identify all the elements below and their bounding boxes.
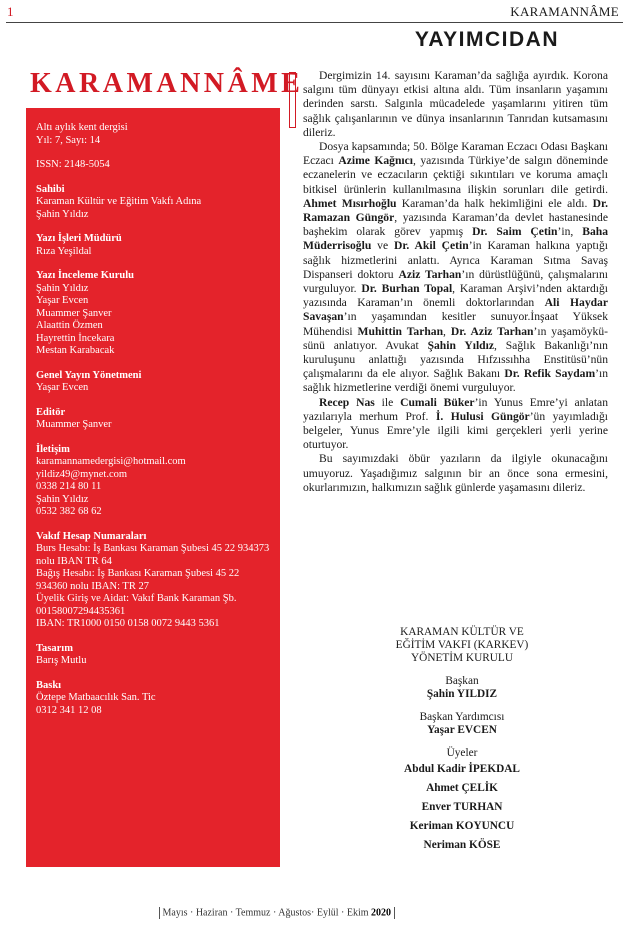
article-paragraph [303, 140, 608, 396]
board-title [322, 626, 602, 665]
masthead-block-line: Şahin Yıldız [36, 208, 89, 220]
masthead-block-line: Muammer Şanver [36, 419, 112, 430]
person-name: Ali Haydar Savaşan [303, 296, 609, 324]
article-paragraph [303, 452, 608, 495]
article-text: , Sağlık Bakanlığı’nın kuruluşunu anlattığı yazısında Hıfzıssıhha Enstitüsü’nün çalışmalarını da ele alıyor. Sağlık Bakanı [303, 338, 608, 381]
masthead-block-line: IBAN: TR1000 0150 0158 0072 9443 5361 [36, 618, 220, 629]
board-title-line: KARAMAN KÜLTÜR VE [400, 626, 524, 638]
masthead-block-line: Hayrettin İncekara [36, 332, 115, 344]
masthead-block [36, 643, 270, 668]
masthead-subtitle: Altı aylık kent dergisi [36, 122, 128, 133]
vice-role: Başkan Yardımcısı [419, 711, 505, 723]
member-name: Abdul Kadir İPEKDAL [404, 763, 520, 775]
masthead-block [36, 407, 270, 432]
article-text: , [443, 324, 451, 338]
masthead-block-line: Şahin Yıldız [36, 282, 89, 294]
masthead-block-line: yildiz49@mynet.com [36, 468, 128, 480]
article-text: ’ın yaşamöyküsünü anlatıyor. Avukat [303, 324, 608, 352]
footer-year: 2020 [371, 907, 392, 919]
footer-months: Mayıs · Haziran · Temmuz · Ağustos· Eylül · Ekim [162, 907, 369, 919]
masthead-block-line: Öztepe Matbaacılık San. Tic [36, 692, 156, 703]
person-name: Aziz Tarhan [398, 267, 462, 281]
page-number: 1 [7, 4, 14, 19]
article-text: ve [371, 239, 394, 253]
article-text: Bu sayımızdaki öbür yazıların da ilgiyle okunacağını umuyoruz. Yaşadığımız salgının bir an önce sona ermesini, okurlarımızın, halkımızın sağlık günlerde yaşamasını dileriz. [303, 452, 608, 494]
footer-separator [394, 907, 395, 919]
person-name: Recep Nas [319, 395, 375, 409]
article-text: , Karaman Arşivi’nden aktardığı yazısında Karaman’ın önemli doktorlarından [303, 282, 609, 310]
masthead-block-line: karamannamedergisi@hotmail.com [36, 456, 186, 467]
article-text: ’ün yayımladığı belgeler, Yunus Emre’yle ilgili kimi gerçekleri yerli yerine oturtuyor. [303, 409, 608, 452]
person-name: Azime Kağnıcı [338, 154, 413, 168]
masthead-block [36, 370, 270, 395]
masthead-block-line: Karaman Kültür ve Eğitim Vakfı Adına [36, 196, 202, 207]
article-text: Dosya kapsamında; 50. Bölge Karaman Eczacı Odası Başkanı Eczacı [303, 140, 608, 168]
article-paragraph [303, 396, 608, 453]
masthead-title: KARAMANNÂME [30, 68, 304, 99]
masthead-block-heading: Genel Yayın Yönetmeni [36, 369, 142, 381]
president-role: Başkan [445, 675, 479, 687]
article-text: ’ın dürüstlüğünü, çalışmalarını vurguluyor. [303, 267, 609, 296]
president-name: Şahin YILDIZ [426, 688, 498, 700]
masthead-block-line: Rıza Yeşildal [36, 245, 92, 257]
person-name: Baha Müderrisoğlu [303, 225, 608, 253]
article-text: Karaman’da halk hekimliğini ele aldı. [396, 196, 593, 210]
masthead-block-line: Barış Mutlu [36, 655, 87, 666]
masthead-block [36, 233, 270, 258]
masthead-block-line: Yaşar Evcen [36, 295, 89, 306]
masthead-block-line: Üyelik Giriş ve Aidat: Vakıf Bank Karaman Şb. 00158007294435361 [36, 593, 237, 617]
person-name: Dr. Aziz Tarhan [450, 324, 534, 338]
masthead-block [36, 444, 270, 519]
masthead-block-line: Bağış Hesabı: İş Bankası Karaman Şubesi 45 22 934360 nolu IBAN: TR 27 [36, 568, 240, 592]
article-text: , yazısında Karaman’da devlet hastanesinde başhekim olarak görev yapmış [303, 211, 608, 239]
masthead-issue: Yıl: 7, Sayı: 14 [36, 134, 101, 146]
article-text: ’in, [557, 225, 583, 239]
footer [159, 907, 395, 919]
article-text: , yazısında Türkiye’de salgın döneminde eczanelerin ve eczacıların çektiği sıkıntıları ve koruma amaçlı bitkisel ürünlerin kullanılmasına ilişkin sorunları dile getirdi. [303, 154, 608, 196]
masthead-block-heading: Tasarım [36, 642, 73, 654]
masthead-block-heading: Baskı [36, 679, 62, 691]
masthead-block-heading: Vakıf Hesap Numaraları [36, 530, 147, 542]
person-name: Dr. Refik Saydam [504, 367, 596, 381]
article-text: ’ın yaşamından kesitler sunuyor.İnşaat Yüksek Mühendisi [303, 310, 608, 338]
drop-bar-decoration [289, 72, 296, 128]
person-name: Dr. Akil Çetin [393, 239, 469, 253]
vice-name: Yaşar EVCEN [427, 724, 497, 736]
footer-separator [159, 907, 160, 919]
article-text: ’in Yunus Emre’yi anlatan yazılarıyla merhum Prof. [303, 395, 608, 423]
journal-name: KARAMANNÂME [510, 4, 619, 19]
masthead-block-heading: İletişim [36, 443, 70, 455]
article-text: ’in Karaman halkına yaptığı sağlık hizmetlerini anlattı. Ayrıca Karaman Sıtma Savaş Dispanseri doktoru [303, 239, 608, 281]
member-name: Enver TURHAN [421, 801, 503, 813]
person-name: Muhittin Tarhan [357, 324, 444, 338]
masthead-block-heading: Yazı İnceleme Kurulu [36, 270, 134, 281]
person-name: Cumali Büker [400, 395, 475, 409]
editorial-article [303, 69, 608, 495]
masthead-block [36, 184, 270, 222]
masthead-issn: ISSN: 2148-5054 [36, 159, 110, 170]
section-title: YAYIMCIDAN [414, 28, 559, 51]
person-name: İ. Hulusi Güngör [435, 409, 530, 423]
person-name: Dr. Saim Çetin [472, 225, 558, 239]
masthead-block-line: 0312 341 12 08 [36, 704, 102, 716]
masthead-block-heading: Yazı İşleri Müdürü [36, 233, 122, 244]
masthead-block-heading: Editör [36, 406, 66, 418]
masthead-block-line: Alaattin Özmen [36, 320, 103, 331]
masthead-block-heading: Sahibi [36, 183, 65, 195]
person-name: Dr. Ramazan Güngör [303, 196, 608, 225]
masthead-block [36, 680, 270, 718]
masthead-block-line: 0532 382 68 62 [36, 506, 102, 517]
person-name: Dr. Burhan Topal [361, 282, 453, 296]
masthead-block-line: 0338 214 80 11 [36, 481, 102, 492]
masthead-block [36, 531, 270, 631]
member-name: Neriman KÖSE [423, 839, 501, 851]
masthead-block-line: Şahin Yıldız [36, 493, 89, 505]
masthead-block-line: Yaşar Evcen [36, 382, 89, 393]
members-list [322, 760, 602, 855]
board-title-line: YÖNETİM KURULU [411, 652, 513, 664]
masthead-block-line: Burs Hesabı: İş Bankası Karaman Şubesi 45 22 934373 nolu IBAN TR 64 [36, 543, 270, 567]
masthead-box [26, 108, 280, 867]
board-title-line: EĞİTİM VAKFI (KARKEV) [395, 639, 529, 651]
member-name: Ahmet ÇELİK [426, 782, 498, 794]
masthead-blocks [36, 184, 270, 718]
board-of-directors [322, 626, 602, 855]
masthead-block-line: Muammer Şanver [36, 307, 112, 319]
header-rule [6, 22, 623, 23]
person-name: Şahin Yıldız [427, 338, 494, 352]
member-name: Keriman KOYUNCU [409, 820, 515, 832]
article-text: ile [374, 395, 401, 409]
masthead-block-line: Mestan Karabacak [36, 345, 115, 356]
masthead-block [36, 270, 270, 358]
article-text: Dergimizin 14. sayısını Karaman’da sağlığa ayırdık. Korona salgını tüm dünyayı etkisi altına aldı. Tüm insanların yaşamını derinden sarstı. Salgınla mücadelede yaşamlarını yitiren tüm sağlık çalışanlarının ve dünya insanlarının Tanrıdan kutsamasını dileriz. [303, 69, 608, 139]
article-paragraph [303, 69, 608, 140]
article-text: ’ın sağlık hizmetlerine verdiği önemi vurguluyor. [303, 367, 608, 395]
members-role: Üyeler [446, 747, 478, 759]
masthead-intro [36, 122, 270, 147]
person-name: Ahmet Mısırhoğlu [303, 196, 397, 210]
